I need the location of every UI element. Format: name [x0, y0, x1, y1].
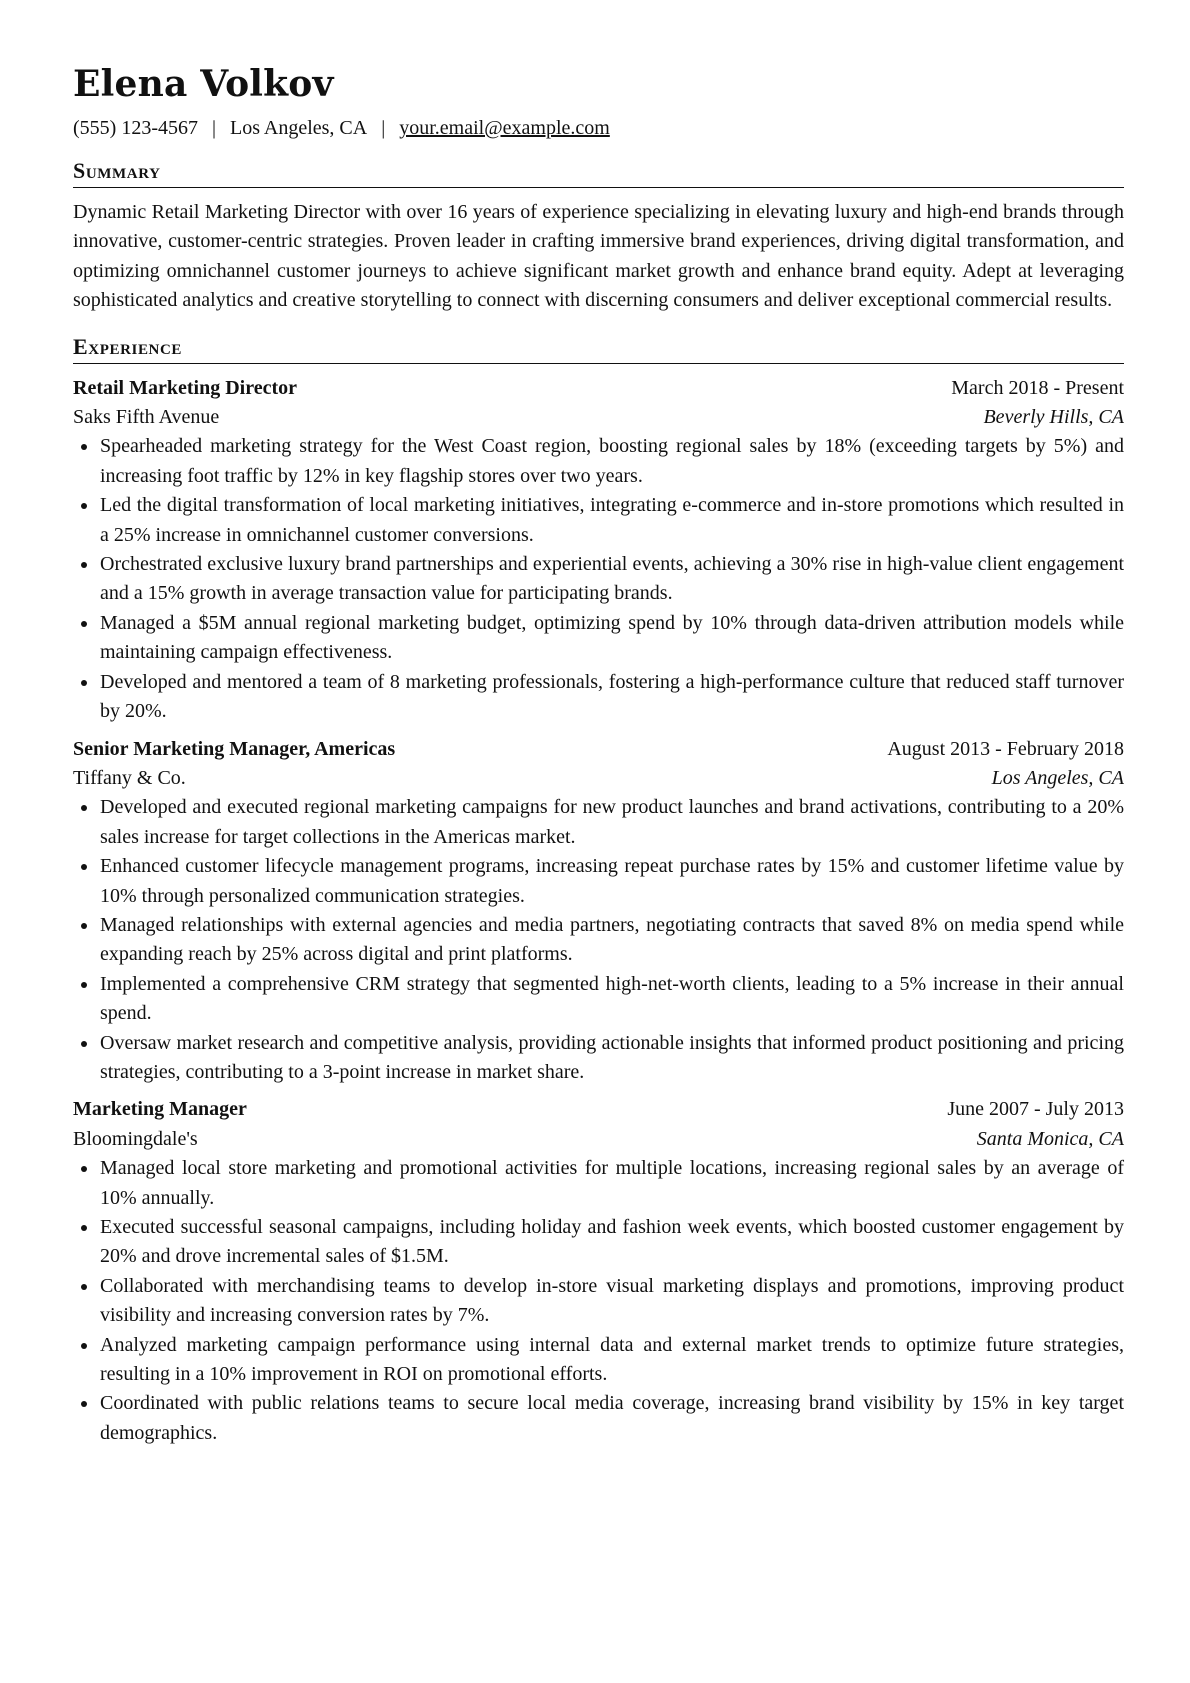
- phone-number: (555) 123-4567: [73, 117, 198, 139]
- job-subheader: [73, 403, 1124, 432]
- bullet-item: Led the digital transformation of local marketing initiatives, integrating e-commerce and in-store promotions which resulted in a 25% increase in omnichannel customer conversions.: [73, 491, 1124, 550]
- bullet-item: Orchestrated exclusive luxury brand partnerships and experiential events, achieving a 30% rise in high-value client engagement and a 15% growth in average transaction value for participating brands.: [73, 550, 1124, 609]
- bullet-item: Enhanced customer lifecycle management programs, increasing repeat purchase rates by 15% and customer lifetime value by 10% through personalized communication strategies.: [73, 852, 1124, 911]
- location: Los Angeles, CA: [230, 117, 368, 139]
- bullet-item: Developed and executed regional marketing campaigns for new product launches and brand activations, contributing to a 20% sales increase for target collections in the Americas market.: [73, 793, 1124, 852]
- bullet-item: Managed local store marketing and promotional activities for multiple locations, increasing regional sales by an average of 10% annually.: [73, 1154, 1124, 1213]
- bullet-item: Oversaw market research and competitive analysis, providing actionable insights that informed product positioning and pricing strategies, contributing to a 3-point increase in market share.: [73, 1029, 1124, 1088]
- job-location: Santa Monica, CA: [976, 1127, 1124, 1150]
- job-dates: March 2018 - Present: [951, 376, 1124, 399]
- job-title: Retail Marketing Director: [73, 376, 297, 399]
- job-bullets: [73, 793, 1124, 1087]
- email-link[interactable]: your.email@example.com: [399, 117, 610, 139]
- bullet-item: Managed relationships with external agencies and media partners, negotiating contracts that saved 8% on media spend while expanding reach by 25% across digital and print platforms.: [73, 911, 1124, 970]
- contact-separator: |: [211, 117, 216, 139]
- summary-heading: Summary: [73, 156, 1124, 188]
- job-header: [73, 1095, 1124, 1124]
- experience-heading: Experience: [73, 332, 1124, 364]
- job-dates: August 2013 - February 2018: [887, 737, 1124, 760]
- candidate-name: Elena Volkov: [73, 63, 334, 105]
- job-location: Beverly Hills, CA: [983, 406, 1124, 429]
- job-bullets: [73, 432, 1124, 726]
- job-entry: [73, 374, 1124, 727]
- bullet-item: Developed and mentored a team of 8 marketing professionals, fostering a high-performance culture that reduced staff turnover by 20%.: [73, 668, 1124, 727]
- job-dates: June 2007 - July 2013: [947, 1098, 1124, 1121]
- job-location: Los Angeles, CA: [991, 766, 1124, 789]
- job-subheader: [73, 764, 1124, 793]
- contact-line: [73, 114, 1124, 142]
- job-title: Senior Marketing Manager, Americas: [73, 737, 396, 760]
- job-entry: [73, 1095, 1124, 1448]
- bullet-item: Managed a $5M annual regional marketing budget, optimizing spend by 10% through data-driven attribution models while maintaining campaign effectiveness.: [73, 609, 1124, 668]
- bullet-item: Executed successful seasonal campaigns, including holiday and fashion week events, which boosted customer engagement by 20% and drove incremental sales of $1.5M.: [73, 1213, 1124, 1272]
- job-entry: [73, 735, 1124, 1088]
- company-name: Saks Fifth Avenue: [73, 406, 220, 429]
- summary-text: Dynamic Retail Marketing Director with over 16 years of experience specializing in elevating luxury and high-end brands through innovative, customer-centric strategies. Proven leader in crafting immersive brand experiences, driving digital transformation, and optimizing omnichannel customer journeys to achieve significant market growth and enhance brand equity. Adept at leveraging sophisticated analytics and creative storytelling to connect with discerning consumers and deliver exceptional commercial results.: [73, 201, 1124, 312]
- bullet-item: Analyzed marketing campaign performance using internal data and external market trends to optimize future strategies, resulting in a 10% improvement in ROI on promotional efforts.: [73, 1331, 1124, 1390]
- job-subheader: [73, 1125, 1124, 1154]
- bullet-item: Spearheaded marketing strategy for the West Coast region, boosting regional sales by 18% (exceeding targets by 5%) and increasing foot traffic by 12% in key flagship stores over two years.: [73, 432, 1124, 491]
- company-name: Bloomingdale's: [73, 1127, 198, 1150]
- job-header: [73, 374, 1124, 403]
- job-title: Marketing Manager: [73, 1098, 247, 1121]
- bullet-item: Coordinated with public relations teams to secure local media coverage, increasing brand visibility by 15% in key target demographics.: [73, 1389, 1124, 1448]
- job-header: [73, 735, 1124, 764]
- bullet-item: Implemented a comprehensive CRM strategy that segmented high-net-worth clients, leading to a 5% increase in their annual spend.: [73, 970, 1124, 1029]
- bullet-item: Collaborated with merchandising teams to develop in-store visual marketing displays and promotions, improving product visibility and increasing conversion rates by 7%.: [73, 1272, 1124, 1331]
- company-name: Tiffany & Co.: [73, 766, 186, 789]
- contact-separator: |: [381, 117, 386, 139]
- job-bullets: [73, 1154, 1124, 1448]
